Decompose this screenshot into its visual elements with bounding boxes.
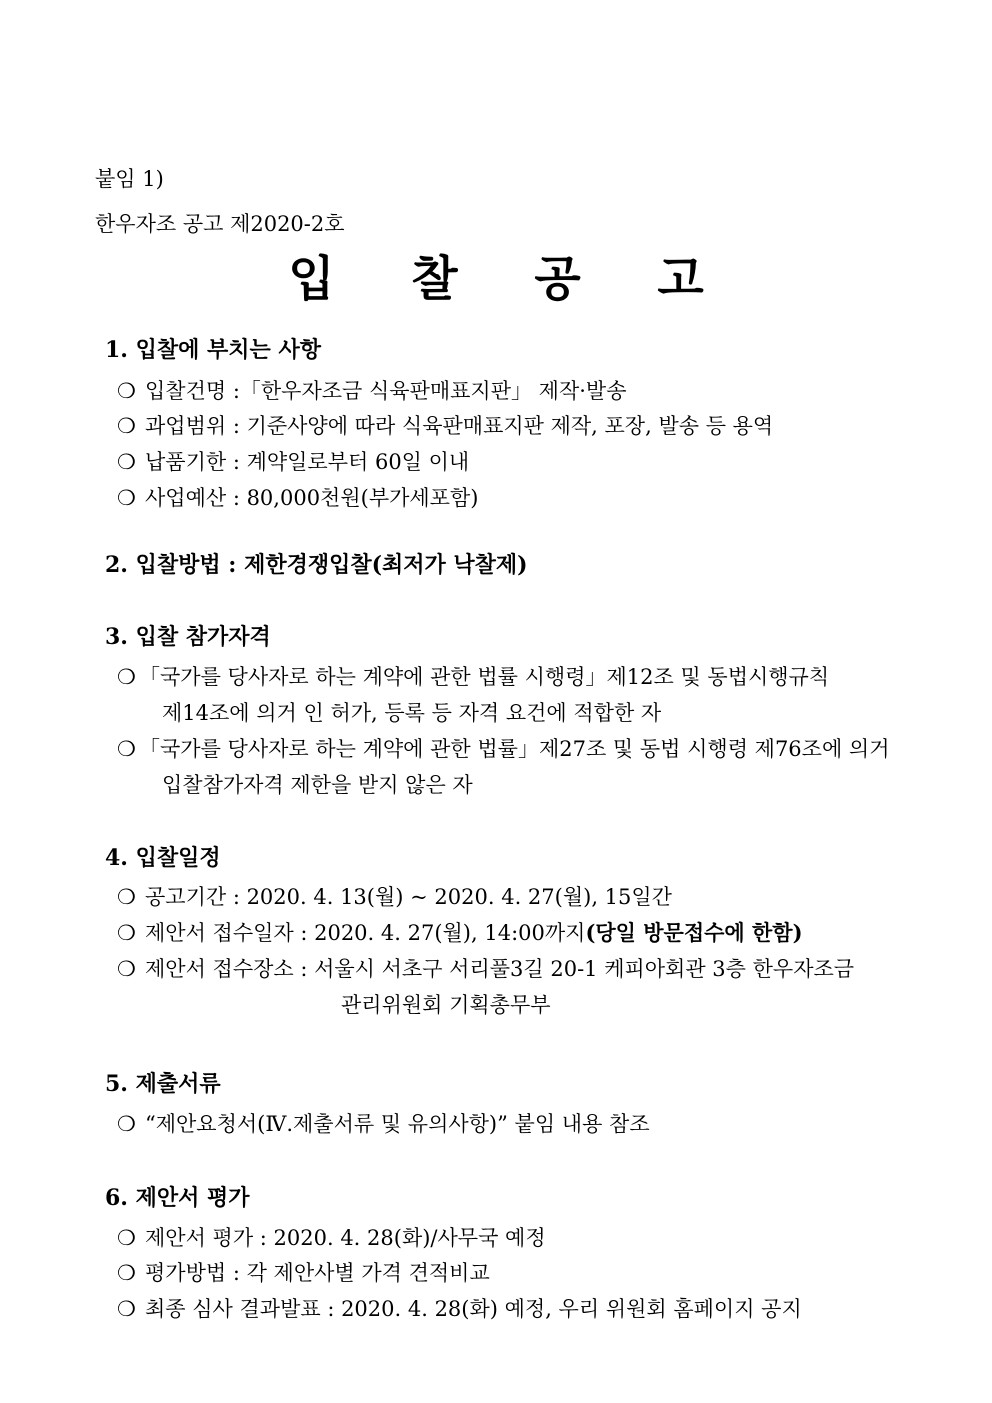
- section-6-heading: 6. 제안서 평가: [105, 1185, 250, 1211]
- section-3-item-1-cont: 제14조에 의거 인 허가, 등록 등 자격 요건에 적합한 자: [162, 701, 662, 725]
- section-5-item-1: ❍ “제안요청서(Ⅳ.제출서류 및 유의사항)” 붙임 내용 참조: [117, 1112, 650, 1136]
- section-4-item-3-cont: 관리위원회 기획총무부: [341, 993, 551, 1017]
- section-4-heading: 4. 입찰일정: [105, 845, 221, 871]
- section-4-item-2: ❍ 제안서 접수일자 : 2020. 4. 27(월), 14:00까지(당일 방문접수에 한함): [117, 920, 803, 945]
- section-1-item-4: ❍ 사업예산 : 80,000천원(부가세포함): [117, 486, 479, 510]
- section-6-item-1: ❍ 제안서 평가 : 2020. 4. 28(화)/사무국 예정: [117, 1226, 546, 1250]
- bullet-icon: ❍: [117, 1261, 136, 1285]
- section-3-heading: 3. 입찰 참가자격: [105, 624, 271, 650]
- bullet-icon: ❍: [117, 1226, 136, 1250]
- bullet-icon: ❍: [117, 1297, 136, 1321]
- section-1-heading: 1. 입찰에 부치는 사항: [105, 337, 321, 363]
- bullet-icon: ❍: [117, 486, 136, 510]
- bullet-icon: ❍: [117, 665, 136, 689]
- bullet-icon: ❍: [117, 737, 136, 761]
- bullet-icon: ❍: [117, 1112, 136, 1136]
- page-title: 입 찰 공 고: [288, 251, 734, 307]
- bullet-icon: ❍: [117, 450, 136, 474]
- section-1-item-3: ❍ 납품기한 : 계약일로부터 60일 이내: [117, 450, 470, 474]
- section-4-item-3: ❍ 제안서 접수장소 : 서울시 서초구 서리풀3길 20-1 케피아회관 3층 한우자조금: [117, 957, 855, 981]
- section-5-heading: 5. 제출서류: [105, 1071, 221, 1097]
- attachment-label: 붙임 1): [95, 167, 164, 191]
- section-2-heading: 2. 입찰방법 : 제한경쟁입찰(최저가 낙찰제): [105, 552, 528, 578]
- section-3-item-2-cont: 입찰참가자격 제한을 받지 않은 자: [162, 773, 473, 797]
- section-1-item-2: ❍ 과업범위 : 기준사양에 따라 식육판매표지판 제작, 포장, 발송 등 용역: [117, 414, 774, 438]
- bullet-icon: ❍: [117, 379, 136, 403]
- bullet-icon: ❍: [117, 957, 136, 981]
- section-3-item-1: ❍ 「국가를 당사자로 하는 계약에 관한 법률 시행령」제12조 및 동법시행규칙: [117, 665, 830, 689]
- bullet-icon: ❍: [117, 921, 136, 945]
- bullet-icon: ❍: [117, 414, 136, 438]
- section-1-item-1: ❍ 입찰건명 :「한우자조금 식육판매표지판」 제작·발송: [117, 379, 627, 403]
- bullet-icon: ❍: [117, 885, 136, 909]
- section-6-item-2: ❍ 평가방법 : 각 제안사별 가격 견적비교: [117, 1261, 490, 1285]
- section-6-item-3: ❍ 최종 심사 결과발표 : 2020. 4. 28(화) 예정, 우리 위원회 홈페이지 공지: [117, 1297, 802, 1321]
- section-4-item-1: ❍ 공고기간 : 2020. 4. 13(월) ~ 2020. 4. 27(월), 15일간: [117, 885, 672, 909]
- section-3-item-2: ❍ 「국가를 당사자로 하는 계약에 관한 법률」제27조 및 동법 시행령 제76조에 의거: [117, 737, 890, 761]
- notice-number: 한우자조 공고 제2020-2호: [95, 212, 345, 236]
